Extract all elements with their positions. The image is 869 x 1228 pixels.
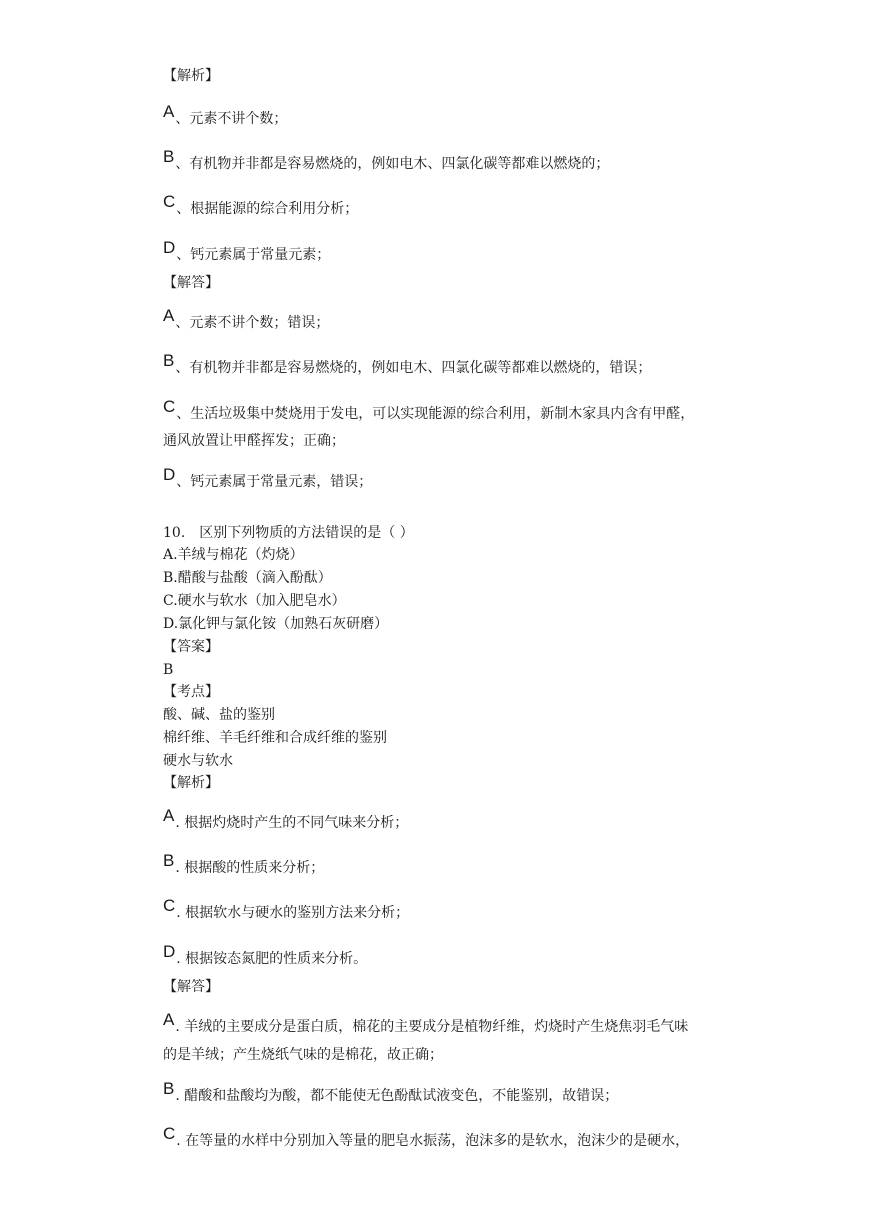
solution-item-c-continued: 通风放置让甲醛挥发；正确； <box>163 433 345 449</box>
option-c: C.硬水与软水（加入肥皂水） <box>163 593 346 609</box>
analysis-text: 、根据能源的综合利用分析； <box>176 201 359 217</box>
analysis-item-c <box>163 896 410 923</box>
solution-item-c <box>163 397 695 424</box>
solution-text: . 醋酸和盐酸均为酸，都不能使无色酚酞试液变色，不能鉴别，故错误； <box>175 1088 619 1104</box>
analysis-text: 、有机物并非都是容易燃烧的，例如电木、四氯化碳等都难以燃烧的； <box>175 156 610 172</box>
kaodian-item: 硬水与软水 <box>163 753 233 769</box>
analysis-text: 、元素不讲个数； <box>175 111 288 127</box>
analysis-text: . 根据灼烧时产生的不同气味来分析； <box>175 815 409 831</box>
analysis-text: 、钙元素属于常量元素； <box>176 247 331 263</box>
solution-text: 、有机物并非都是容易燃烧的，例如电木、四氯化碳等都难以燃烧的，错误； <box>175 360 652 376</box>
solution-item-a <box>163 306 330 333</box>
option-a: A.羊绒与棉花（灼烧） <box>163 547 304 563</box>
option-label: D <box>163 465 176 484</box>
analysis-text: . 根据铵态氮肥的性质来分析。 <box>176 951 368 967</box>
option-label: B <box>163 1079 175 1098</box>
analysis-text: . 根据酸的性质来分析； <box>175 860 325 876</box>
analysis-heading: 【解析】 <box>163 68 219 84</box>
option-label: B <box>163 851 175 870</box>
option-label: B <box>163 351 175 370</box>
solution-item-b <box>163 1079 619 1106</box>
analysis-item-a <box>163 102 288 129</box>
option-label: D <box>163 238 176 257</box>
analysis-item-b <box>163 851 325 878</box>
kaodian-heading: 【考点】 <box>163 684 219 700</box>
analysis-item-d <box>163 942 368 969</box>
option-label: D <box>163 942 176 961</box>
solution-item-d <box>163 465 373 492</box>
analysis-item-d <box>163 238 331 265</box>
question-stem: 10. 区别下列物质的方法错误的是（ ） <box>163 525 414 541</box>
analysis-item-a <box>163 806 409 833</box>
solution-text: 、元素不讲个数；错误； <box>175 315 330 331</box>
kaodian-item: 酸、碱、盐的鉴别 <box>163 707 275 723</box>
kaodian-item: 棉纤维、羊毛纤维和合成纤维的鉴别 <box>163 730 387 746</box>
solution-text: . 在等量的水样中分别加入等量的肥皂水振荡，泡沫多的是软水，泡沫少的是硬水， <box>176 1133 690 1149</box>
analysis-item-c <box>163 192 359 219</box>
solution-text: 、生活垃圾集中焚烧用于发电，可以实现能源的综合利用，新制木家具内含有甲醛， <box>176 406 695 422</box>
option-label: C <box>163 397 176 416</box>
solution-text: 、钙元素属于常量元素，错误； <box>176 474 373 490</box>
analysis-heading: 【解析】 <box>163 775 219 791</box>
solution-item-b <box>163 351 652 378</box>
option-label: A <box>163 1010 175 1029</box>
analysis-item-b <box>163 147 610 174</box>
solution-item-a <box>163 1010 689 1037</box>
solution-item-a-continued: 的是羊绒；产生烧纸气味的是棉花，故正确； <box>163 1047 443 1063</box>
option-label: B <box>163 147 175 166</box>
option-label: C <box>163 1124 176 1143</box>
option-label: A <box>163 102 175 121</box>
answer-heading: 【答案】 <box>163 639 219 655</box>
solution-heading: 【解答】 <box>163 275 219 291</box>
analysis-text: . 根据软水与硬水的鉴别方法来分析； <box>176 905 410 921</box>
option-d: D.氯化钾与氯化铵（加熟石灰研磨） <box>163 616 389 632</box>
option-label: C <box>163 896 176 915</box>
answer-value: B <box>163 662 174 678</box>
option-label: A <box>163 806 175 825</box>
solution-text: . 羊绒的主要成分是蛋白质，棉花的主要成分是植物纤维，灼烧时产生烧焦羽毛气味 <box>175 1019 689 1035</box>
option-b: B.醋酸与盐酸（滴入酚酞） <box>163 570 332 586</box>
option-label: A <box>163 306 175 325</box>
option-label: C <box>163 192 176 211</box>
solution-item-c <box>163 1124 690 1151</box>
solution-heading: 【解答】 <box>163 979 219 995</box>
